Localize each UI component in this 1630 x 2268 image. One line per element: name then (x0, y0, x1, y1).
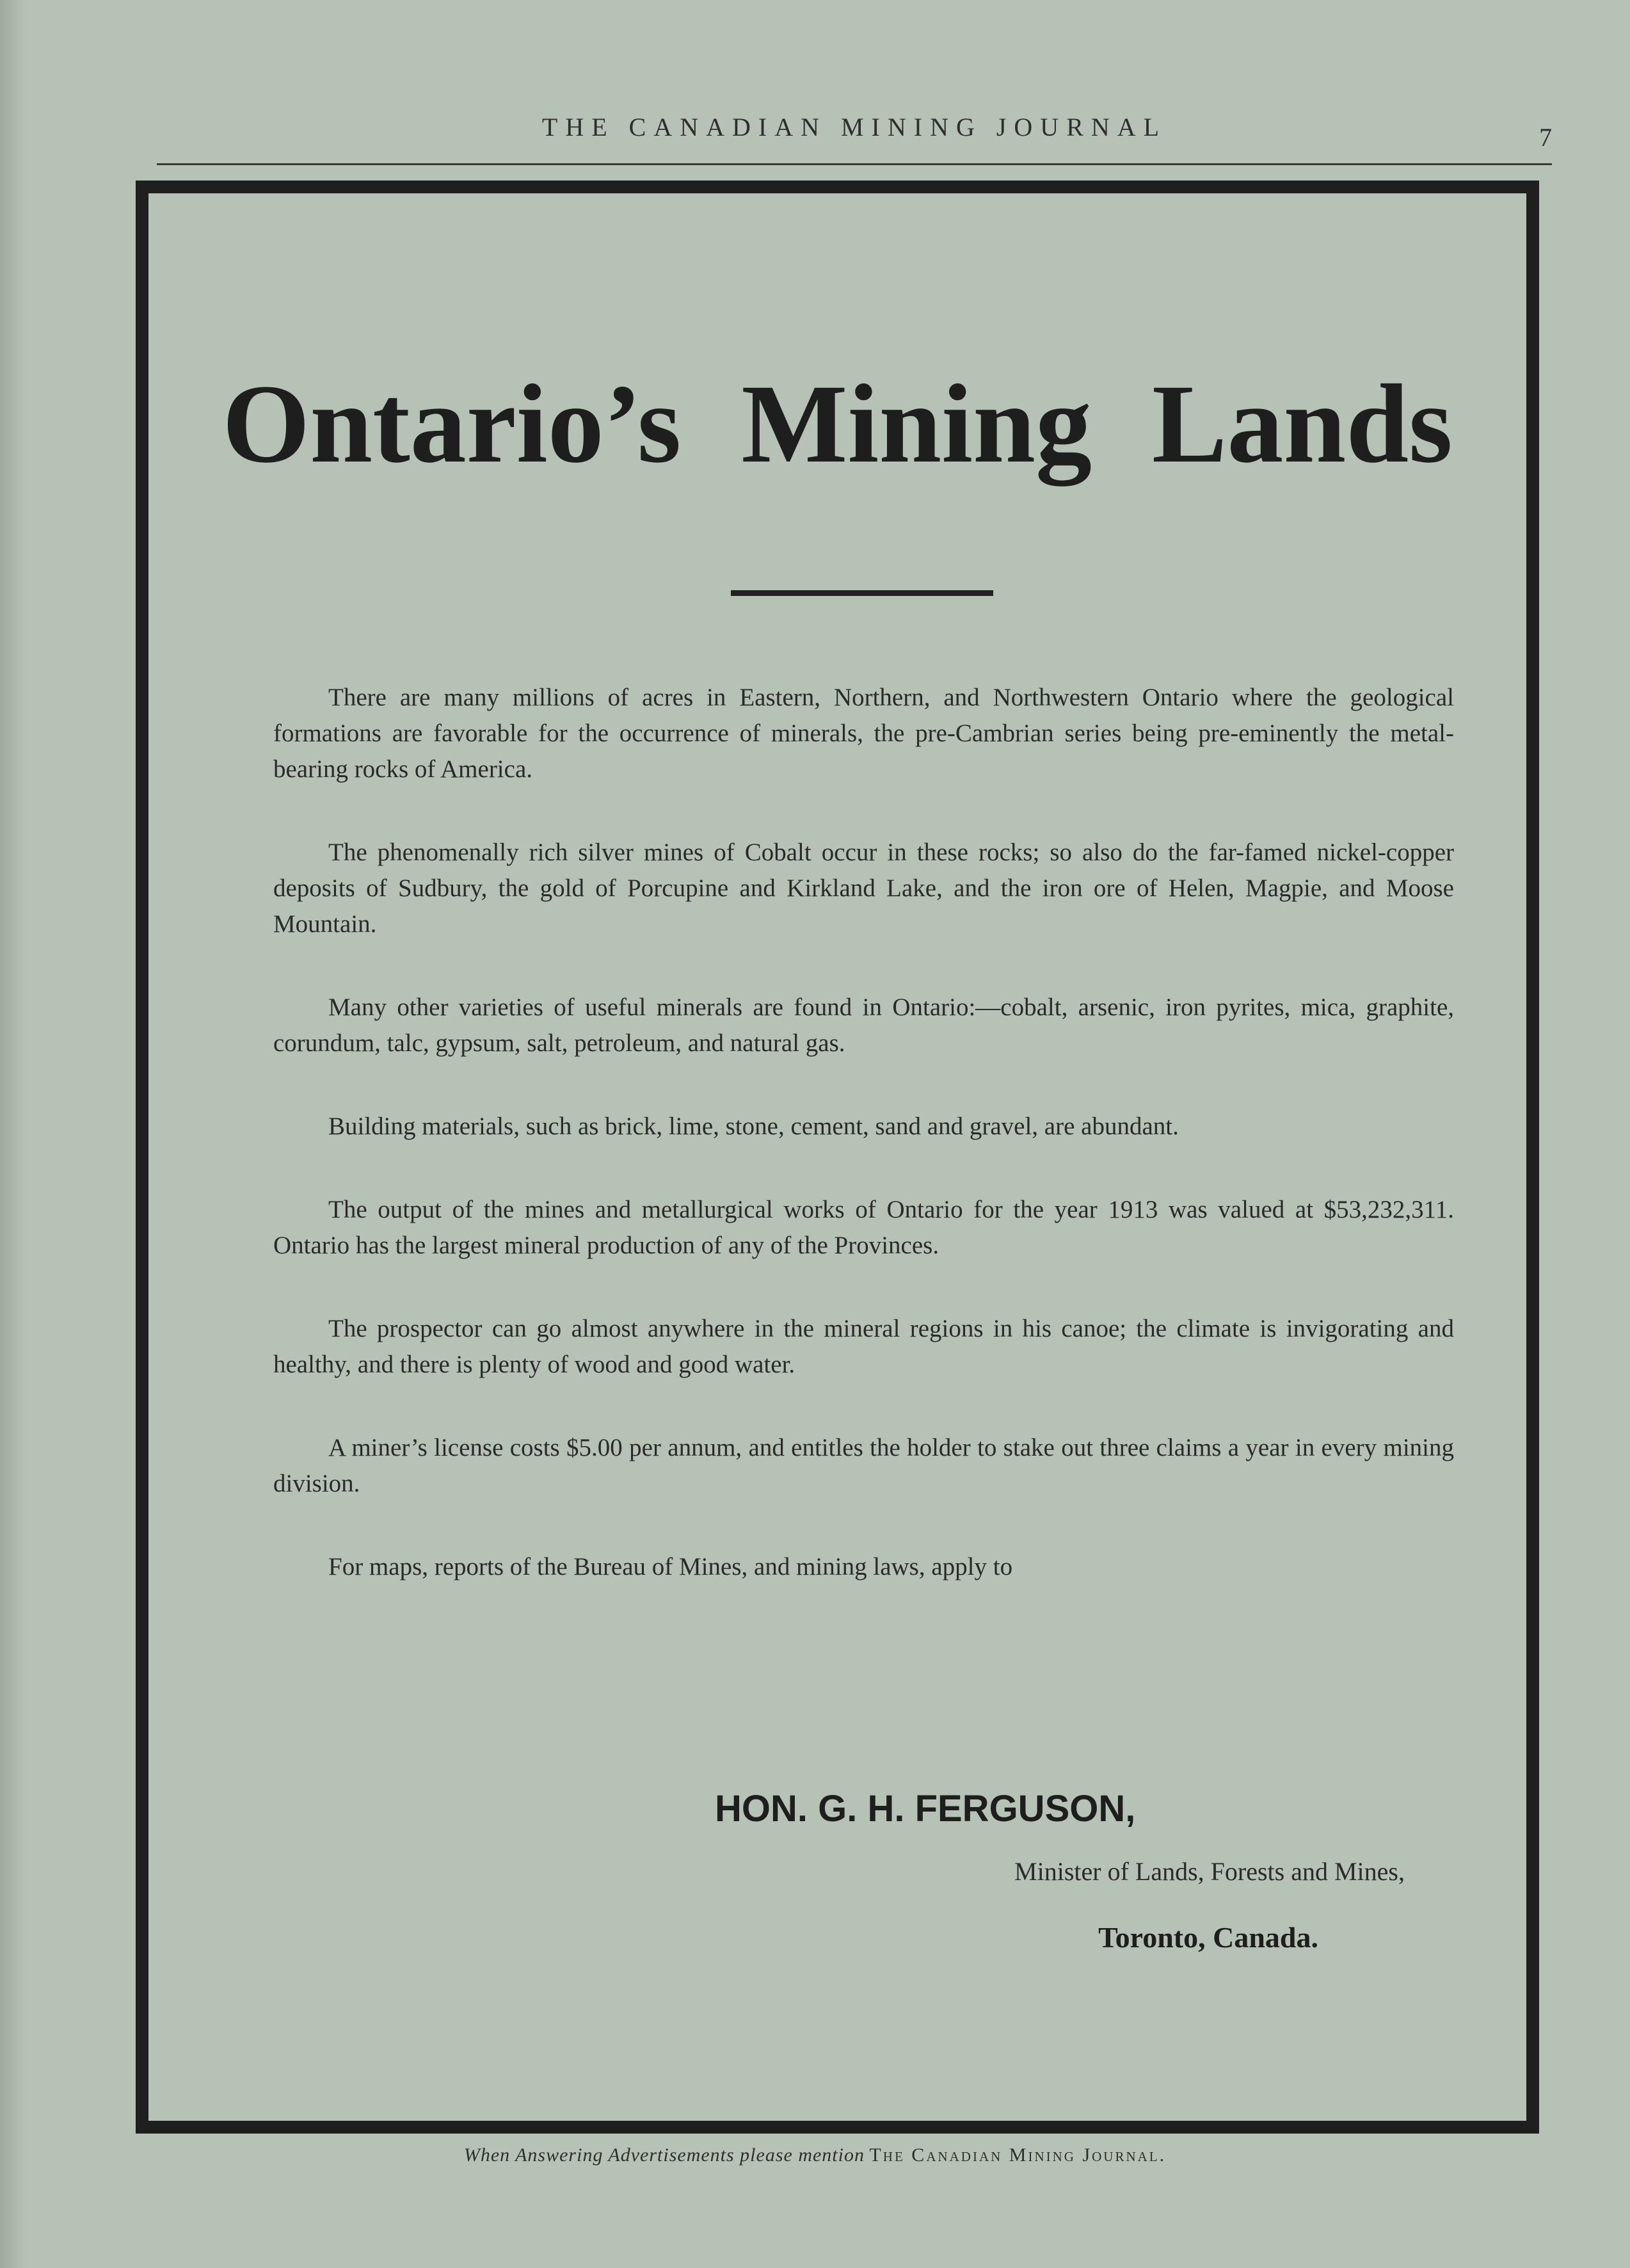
signature-block (637, 1787, 1405, 1992)
title-rule (731, 590, 993, 596)
paragraph-minerals: Many other varieties of useful minerals are found in Ontario:—cobalt, arsenic, iron pyrites, mica, graphite, corundum, talc, gypsum, salt, petroleum, and natural gas. (273, 993, 1454, 1057)
signatory-role: Minister of Lands, Forests and Mines, (1014, 1857, 1405, 1886)
running-head (157, 106, 1552, 165)
signatory-place: Toronto, Canada. (1098, 1921, 1318, 1954)
paragraph-building-materials: Building materials, such as brick, lime, stone, cement, sand and gravel, are abundant. (328, 1113, 1179, 1140)
advertisement-frame (136, 181, 1539, 2134)
signatory-name: HON. G. H. FERGUSON, (715, 1788, 1136, 1830)
footer-note (0, 2144, 1630, 2166)
paragraph-prospector: The prospector can go almost anywhere in the mineral regions in his canoe; the climate is invigorating and healthy, and there is plenty of wood and good water. (273, 1315, 1454, 1378)
paragraph-deposits: The phenomenally rich silver mines of Cobalt occur in these rocks; so also do the far-famed nickel-copper deposits of Sudbury, the gold of Porcupine and Kirkland Lake, and the iron ore of Helen, Magpie, and Moose Mountain. (273, 839, 1454, 938)
advertisement-title: Ontario’s Mining Lands (222, 362, 1453, 487)
paragraph-acreage: There are many millions of acres in Eastern, Northern, and Northwestern Ontario where the geological formations are favorable for the occurrence of minerals, the pre-Cambrian series being pre-eminently the metal-bearing rocks of America. (273, 684, 1454, 783)
page-edge (0, 0, 26, 2268)
page-number: 7 (1539, 123, 1552, 152)
paragraph-license: A miner’s license costs $5.00 per annum, and entitles the holder to stake out three claims a year in every mining division. (273, 1434, 1454, 1497)
paragraph-apply: For maps, reports of the Bureau of Mines, and mining laws, apply to (328, 1553, 1013, 1580)
paragraph-output: The output of the mines and metallurgical works of Ontario for the year 1913 was valued at $53,232,311. Ontario has the largest mineral production of any of the Provinces. (273, 1196, 1454, 1259)
footer-note-italic: When Answering Advertisements please mention (463, 2144, 865, 2166)
footer-journal-name: The Canadian Mining Journal. (869, 2144, 1167, 2166)
journal-title: THE CANADIAN MINING JOURNAL (541, 113, 1167, 141)
advertisement-body (273, 680, 1454, 1632)
